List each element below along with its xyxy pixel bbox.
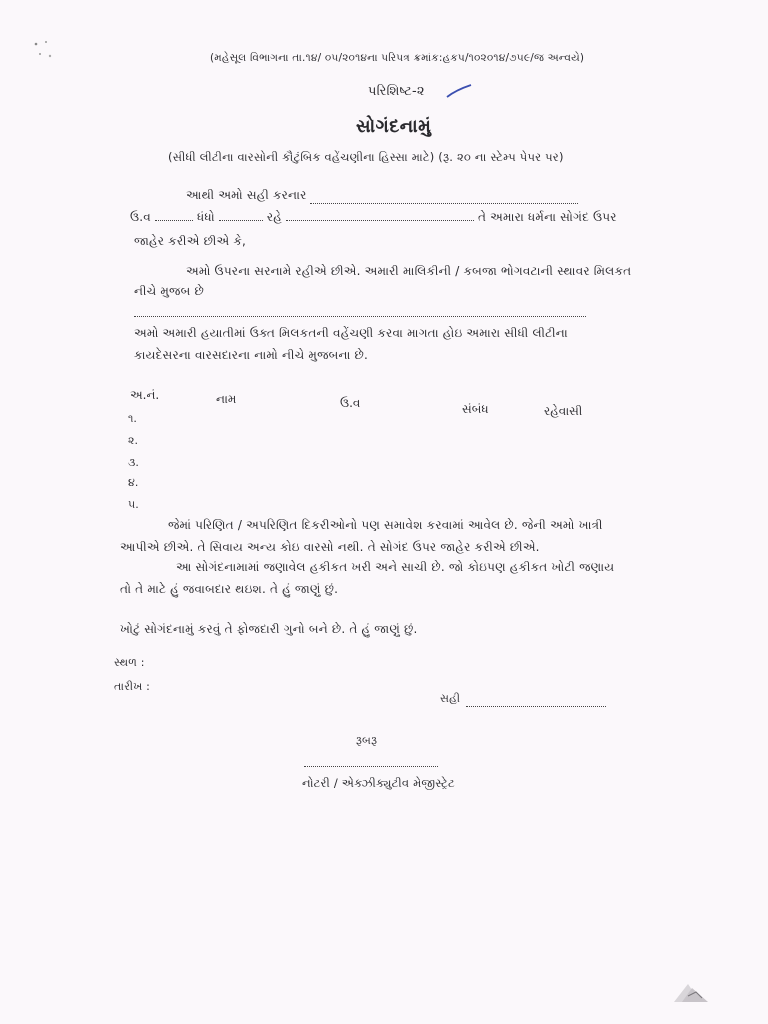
col-serial: અ.નં.	[130, 388, 160, 402]
age-occupation-line	[130, 210, 617, 225]
table-row: ૪.	[128, 476, 139, 489]
responsibility-line: તો તે માટે હું જવાબદાર થઇશ. તે હું જાણું છું.	[120, 582, 339, 596]
no-other-heirs-line: આપીએ છીએ. તે સિવાય અન્ય કોઇ વારસો નથી. તે સોગંદ ઉપર જાહેર કરીએ છીએ.	[120, 540, 540, 554]
signature-label: સહી	[440, 692, 461, 705]
table-row: ૧.	[128, 412, 137, 425]
col-relation: સંબંધ	[462, 402, 489, 416]
scan-speck-top-left	[28, 36, 58, 66]
daughters-line: જેમાં પરિણિત / અપરિણિત દિકરીઓનો પણ સમાવેશ કરવામાં આવેલ છે. જેની અમો ખાત્રી	[168, 518, 603, 532]
notary-sign-blank	[304, 766, 438, 767]
circular-reference: (મહેસૂલ વિભાગના તા.૧૪/ ૦૫/૨૦૧૪ના પરિપત્ર ક્રમાંક:હકપ/૧૦૨૦૧૪/૭૫૯/જ અન્વયે)	[210, 52, 585, 64]
occupation-label: ધંધો	[197, 210, 215, 224]
date-label: તારીખ :	[114, 680, 151, 693]
notary-label: નોટરી / એક્ઝીક્યુટીવ મેજીસ્ટ્રેટ	[302, 776, 455, 790]
false-affidavit-warning: ખોટું સોગંદનામું કરવું તે ફોજદારી ગુનો બને છે. તે હું જાણું છું.	[120, 622, 418, 636]
truth-line: આ સોગંદનામામાં જણાવેલ હકીકત ખરી અને સાચી છે. જો કોઇપણ હકીકત ખોટી જણાય	[176, 560, 615, 574]
table-row: ૫.	[128, 498, 139, 511]
property-blank	[134, 316, 586, 317]
heirs-intro-line: અમો અમારી હયાતીમાં ઉક્ત મિલકતની વહેંચણી કરવા માગતા હોઇ અમારા સીધી લીટીના	[134, 326, 568, 340]
table-row: ૨.	[128, 434, 138, 447]
property-line-2: નીચે મુજબ છે	[134, 284, 204, 298]
declarant-label: આથી અમો સહી કરનાર	[186, 188, 307, 202]
document-title: સોગંદનામું	[356, 116, 432, 137]
col-age: ઉ.વ	[340, 396, 361, 410]
heirs-intro-line-2: કાયદેસરના વારસદારના નામો નીચે મુજબના છે.	[134, 348, 369, 362]
in-presence-label: રૂબરૂ	[356, 734, 378, 747]
declarant-blank	[310, 203, 578, 204]
place-label: સ્થળ :	[114, 656, 145, 669]
col-residence: રહેવાસી	[544, 404, 583, 418]
oath-text: તે અમારા ધર્મના સોગંદ ઉપર	[478, 210, 617, 224]
col-name: નામ	[216, 392, 237, 406]
appendix-label: પરિશિષ્ટ-૨	[368, 84, 425, 99]
table-row: ૩.	[128, 456, 139, 469]
declare-line: જાહેર કરીએ છીએ કે,	[134, 234, 247, 248]
pen-tick-mark	[446, 84, 472, 98]
residence-label: રહે	[266, 210, 282, 224]
property-line: અમો ઉપરના સરનામે રહીએ છીએ. અમારી માલિકીની / કબજા ભોગવટાની સ્થાવર મિલકત	[186, 264, 632, 278]
document-subtitle: (સીધી લીટીના વારસોની કૌટુંબિક વહેંચણીના હિસ્સા માટે) (રૂ. ૨૦ ના સ્ટેમ્પ પેપર પર)	[168, 150, 564, 164]
scan-speck-bottom-right	[672, 978, 714, 1004]
age-label: ઉ.વ	[130, 210, 151, 224]
declarant-line	[186, 188, 307, 203]
signature-blank	[466, 706, 606, 707]
